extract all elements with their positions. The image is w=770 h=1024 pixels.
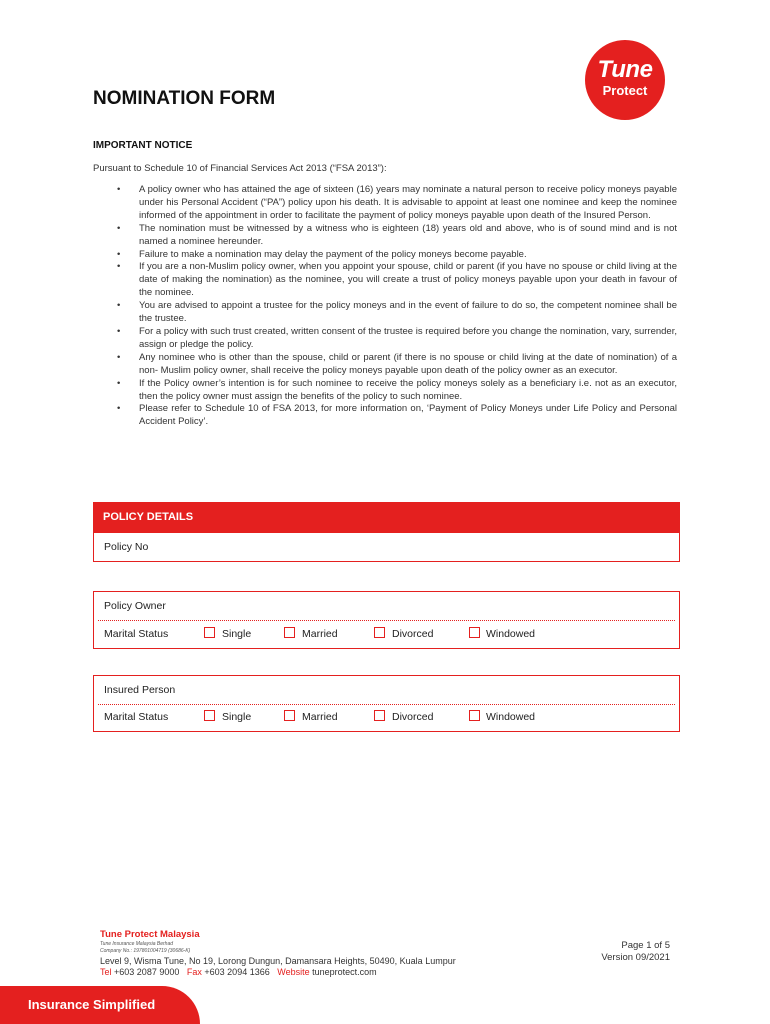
notice-item: • You are advised to appoint a trustee for the policy moneys and in the event of failure to do so, the competent nominee shall be the trustee.	[117, 300, 677, 325]
footer-legal-name: Tune Insurance Malaysia Berhad	[100, 941, 174, 947]
owner-single-label: Single	[222, 628, 252, 640]
tel-label: Tel	[100, 967, 112, 977]
notice-item: • For a policy with such trust created, written consent of the trustee is required before you change the nomination, vary, surrender, assign or pledge the policy.	[117, 325, 677, 350]
divider	[98, 620, 675, 621]
policy-details-heading: POLICY DETAILS	[93, 502, 680, 532]
notice-item: • If the Policy owner’s intention is for such nominee to receive the policy moneys solely as a beneficiary i.e. not as an executor, then the policy owner must assign the benefits of the policy to such nominee.	[117, 377, 677, 402]
insured-marital-label: Marital Status	[104, 711, 169, 723]
policy-no-field[interactable]	[93, 532, 680, 562]
fax-value: +603 2094 1366	[204, 967, 270, 977]
notice-item: • The nomination must be witnessed by a witness who is eighteen (18) years old and above, who is of sound mind and is not named a nominee hereunder.	[117, 222, 677, 247]
logo-line2: Protect	[602, 83, 648, 98]
insured-married-checkbox[interactable]	[284, 710, 295, 721]
policy-owner-section	[93, 591, 680, 649]
owner-divorced-checkbox[interactable]	[374, 627, 385, 638]
notice-item: • Failure to make a nomination may delay the payment of the policy moneys become payable.	[117, 248, 527, 260]
owner-marital-label: Marital Status	[104, 628, 169, 640]
notice-list	[93, 184, 677, 429]
tagline: Insurance Simplified	[28, 997, 156, 1012]
notice-intro: Pursuant to Schedule 10 of Financial Services Act 2013 (“FSA 2013”):	[93, 163, 387, 174]
policy-no-label: Policy No	[104, 541, 149, 553]
notice-item: • A policy owner who has attained the age of sixteen (16) years may nominate a natural person to receive policy moneys payable under his Personal Accident (“PA”) policy upon his death. It is advisable to appoint at least one nominee and keep the nominee informed of the appointment in order to facilitate the payment of policy moneys payable upon death of the Insured Person.	[117, 184, 677, 221]
insured-single-label: Single	[222, 711, 252, 723]
page-title: NOMINATION FORM	[93, 88, 276, 109]
owner-married-checkbox[interactable]	[284, 627, 295, 638]
footer-address: Level 9, Wisma Tune, No 19, Lorong Dungun, Damansara Heights, 50490, Kuala Lumpur	[100, 956, 456, 966]
footer-company-no: Company No.: 197801004719 (30686-K)	[100, 948, 191, 954]
notice-item: • If you are a non-Muslim policy owner, when you appoint your spouse, child or parent (if you have no spouse or child living at the date of making the nomination) as the nominee, you will create a trust of policy moneys payable upon your death in favour of the nominee.	[117, 261, 677, 299]
footer-company: Tune Protect Malaysia	[100, 929, 200, 940]
footer-contact	[100, 967, 377, 977]
insured-person-section	[93, 675, 680, 732]
owner-windowed-checkbox[interactable]	[469, 627, 480, 638]
notice-item: • Any nominee who is other than the spouse, child or parent (if there is no spouse or child living at the date of nomination) of a non- Muslim policy owner, shall receive the policy moneys payable upon death of the policy owner as an executor.	[117, 351, 677, 376]
owner-divorced-label: Divorced	[392, 628, 434, 640]
insured-windowed-checkbox[interactable]	[469, 710, 480, 721]
tel-value: +603 2087 9000	[114, 967, 180, 977]
website-link[interactable]: tuneprotect.com	[312, 967, 377, 977]
tagline-banner	[0, 986, 200, 1024]
logo-line1: Tune	[597, 56, 653, 83]
page-number: Page 1 of 5	[621, 940, 670, 951]
insured-person-label: Insured Person	[104, 684, 176, 696]
fax-label: Fax	[186, 967, 202, 977]
notice-item: • Please refer to Schedule 10 of FSA 2013, for more information on, ‘Payment of Policy Moneys under Life Policy and Personal Accident Policy’.	[117, 403, 677, 428]
insured-married-label: Married	[302, 711, 338, 723]
insured-divorced-label: Divorced	[392, 711, 434, 723]
owner-windowed-label: Windowed	[486, 628, 536, 640]
website-label: Website	[277, 967, 310, 977]
divider	[98, 704, 675, 705]
policy-owner-label: Policy Owner	[104, 600, 166, 612]
version: Version 09/2021	[601, 952, 670, 963]
insured-windowed-label: Windowed	[486, 711, 536, 723]
insured-divorced-checkbox[interactable]	[374, 710, 385, 721]
insured-single-checkbox[interactable]	[204, 710, 215, 721]
page-info	[560, 940, 670, 964]
tune-protect-logo	[585, 40, 665, 120]
notice-heading: IMPORTANT NOTICE	[93, 140, 193, 151]
owner-married-label: Married	[302, 628, 338, 640]
owner-single-checkbox[interactable]	[204, 627, 215, 638]
